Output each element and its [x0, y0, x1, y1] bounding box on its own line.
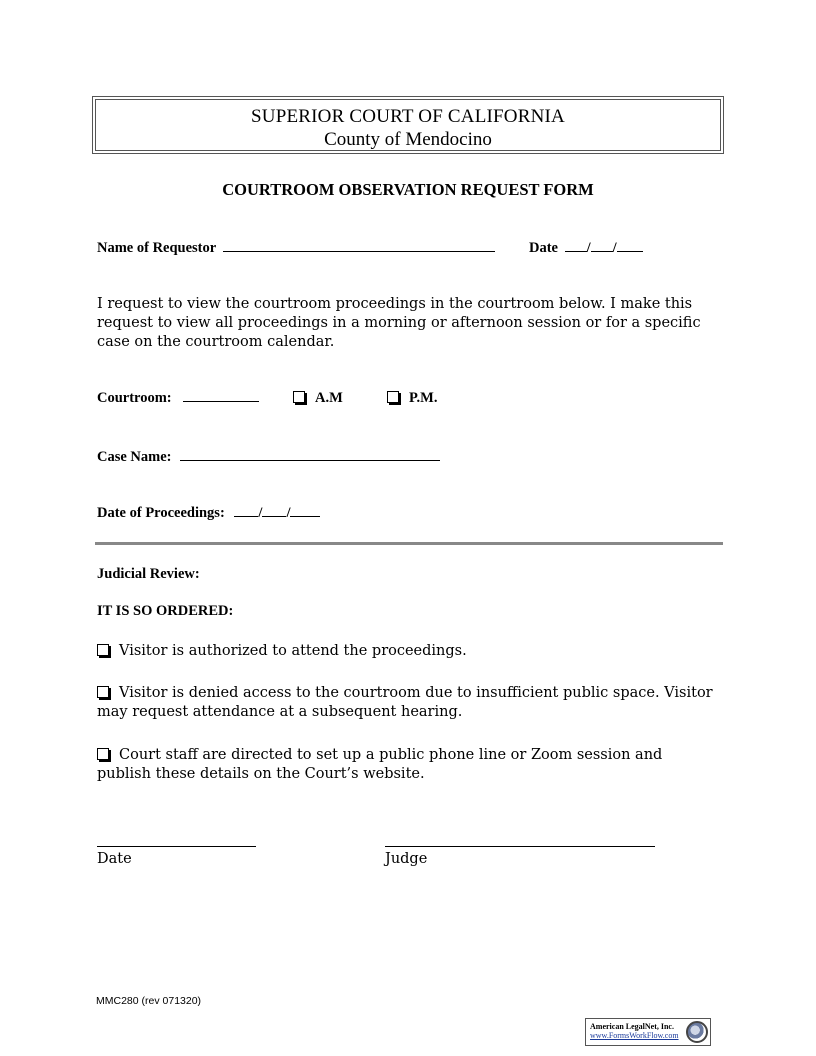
courtroom-row — [97, 390, 259, 407]
requestor-name-label: Name of Requestor — [97, 240, 216, 256]
section-divider — [95, 542, 723, 545]
vendor-logo — [585, 1018, 711, 1046]
logo-line-company: American LegalNet, Inc. — [590, 1022, 674, 1031]
pm-label: P.M. — [409, 390, 438, 406]
signature-date-label: Date — [97, 851, 132, 867]
case-name-field[interactable] — [180, 459, 440, 461]
pm-checkbox[interactable] — [387, 391, 399, 403]
case-name-row — [97, 449, 440, 466]
logo-line-url[interactable]: www.FormsWorkFlow.com — [590, 1031, 679, 1040]
form-title: COURTROOM OBSERVATION REQUEST FORM — [222, 180, 594, 199]
proceedings-date-label: Date of Proceedings: — [97, 505, 225, 521]
courtroom-label: Courtroom: — [97, 390, 172, 406]
date-separator: / — [612, 240, 617, 256]
form-id: MMC280 (rev 071320) — [96, 995, 202, 1007]
proceedings-date-month[interactable] — [234, 515, 258, 517]
requestor-row — [97, 240, 495, 257]
request-statement: I request to view the courtroom proceedings in the courtroom below. I make this request to view all proceedings in a morning or afternoon session or for a specific case on the courtroom calendar. — [97, 296, 701, 350]
order-option-text: Visitor is denied access to the courtroom due to insufficient public space. Visitor may request attendance at a subsequent hearing. — [97, 685, 713, 720]
judicial-review-label: Judicial Review: — [97, 566, 200, 582]
courtroom-field[interactable] — [183, 400, 259, 402]
am-checkbox[interactable] — [293, 391, 305, 403]
order-option-text: Visitor is authorized to attend the proceedings. — [119, 643, 467, 659]
am-label: A.M — [315, 390, 343, 406]
order-option-text: Court staff are directed to set up a public phone line or Zoom session and publish these details on the Court’s website. — [97, 747, 663, 782]
signature-judge-line[interactable] — [385, 846, 655, 847]
order-checkbox-authorized[interactable] — [97, 644, 109, 656]
order-option-denied[interactable] — [97, 684, 717, 722]
order-checkbox-remote[interactable] — [97, 748, 109, 760]
signature-judge-label: Judge — [385, 851, 428, 867]
logo-globe-icon — [686, 1021, 708, 1043]
request-date-year[interactable] — [617, 250, 643, 252]
so-ordered-label: IT IS SO ORDERED: — [97, 603, 234, 619]
case-name-label: Case Name: — [97, 449, 172, 465]
date-separator: / — [258, 505, 263, 521]
court-name: SUPERIOR COURT OF CALIFORNIA — [251, 106, 565, 127]
am-option[interactable] — [293, 390, 343, 407]
request-date-row — [529, 240, 643, 257]
request-date-label: Date — [529, 240, 558, 256]
order-option-remote[interactable] — [97, 746, 717, 784]
requestor-name-field[interactable] — [223, 250, 495, 252]
proceedings-date-row — [97, 505, 320, 522]
request-date-month[interactable] — [565, 250, 587, 252]
pm-option[interactable] — [387, 390, 437, 407]
signature-date-line[interactable] — [97, 846, 256, 847]
order-option-authorized[interactable] — [97, 642, 717, 661]
date-separator: / — [586, 240, 591, 256]
date-separator: / — [286, 505, 291, 521]
proceedings-date-year[interactable] — [290, 515, 320, 517]
proceedings-date-day[interactable] — [262, 515, 286, 517]
county-name: County of Mendocino — [324, 129, 492, 150]
order-checkbox-denied[interactable] — [97, 686, 109, 698]
request-date-day[interactable] — [591, 250, 613, 252]
